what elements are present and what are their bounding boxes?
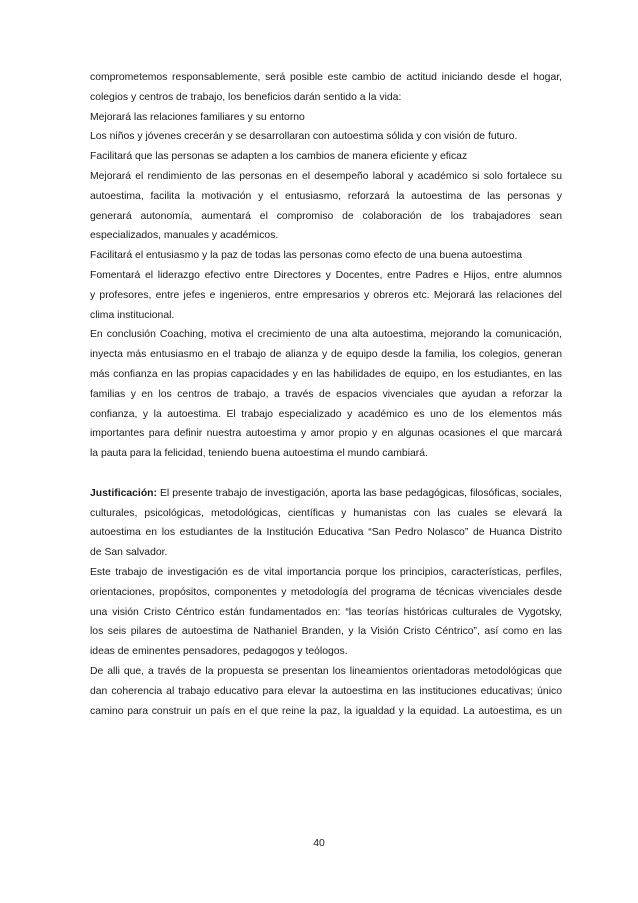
text-line: Los niños y jóvenes crecerán y se desarrollaran con autoestima sólida y con visión de futuro. bbox=[90, 131, 518, 143]
justification-first-line bbox=[90, 484, 562, 504]
text-line: De alli que, a través de la propuesta se presentan los lineamientos orientadoras metodológicas que bbox=[90, 665, 562, 677]
text-line: Este trabajo de investigación es de vital importancia porque los principios, características, perfiles, bbox=[90, 566, 562, 578]
text-line: Mejorará las relaciones familiares y su entorno bbox=[90, 111, 305, 123]
text-line: Facilitará que las personas se adapten a los cambios de manera eficiente y eficaz bbox=[90, 151, 468, 163]
body-text bbox=[90, 68, 562, 721]
text-line: una visión Cristo Céntrico están fundamentados en: “las teorías históricas culturales de Vygotsky, bbox=[90, 606, 562, 618]
justification-first-line-text: El presente trabajo de investigación, aporta las base pedagógicas, filosóficas, sociales, bbox=[156, 487, 562, 499]
text-line: dan coherencia al trabajo educativo para elevar la autoestima en las instituciones educativas; único bbox=[90, 685, 562, 697]
text-line: autoestima, facilita la motivación y el entusiasmo, reforzará la autoestima de las personas y bbox=[90, 190, 562, 202]
text-line: camino para construir un país en el que reine la paz, la igualdad y la equidad. La autoestima, es un bbox=[90, 705, 562, 717]
text-line: especializados, manuales y académicos. bbox=[90, 230, 279, 242]
text-line: la pauta para la felicidad, teniendo buena autoestima el mundo cambiará. bbox=[90, 448, 428, 460]
text-line: importantes para definir nuestra autoestima y amor propio y en algunas ocasiones el que marcará bbox=[90, 428, 562, 440]
text-line: más confianza en las propias capacidades y en las habilidades de equipo, en los estudiantes, en las bbox=[90, 368, 562, 380]
text-line: Mejorará el rendimiento de las personas en el desempeño laboral y académico si solo fortalece su bbox=[90, 170, 562, 182]
text-line: En conclusión Coaching, motiva el crecimiento de una alta autoestima, mejorando la comunicación, bbox=[90, 329, 562, 341]
text-line: inyecta más entusiasmo en el trabajo de alianza y de equipo desde la familia, los colegios, generan bbox=[90, 349, 562, 361]
text-line: comprometemos responsablemente, será posible este cambio de actitud iniciando desde el hogar, bbox=[90, 72, 562, 83]
text-line: Fomentará el liderazgo efectivo entre Directores y Docentes, entre Padres e Hijos, entre alumnos bbox=[90, 269, 562, 281]
text-line: los seis pilares de autoestima de Nathaniel Branden, y la Visión Cristo Céntrico”, así como en las bbox=[90, 626, 562, 638]
text-line: generará autonomía, aumentará el compromiso de colaboración de los trabajadores sean bbox=[90, 210, 562, 222]
paragraph-gap bbox=[90, 464, 562, 484]
text-line: autoestima en los estudiantes de la Institución Educativa “San Pedro Nolasco” de Huanca Distrito bbox=[90, 527, 562, 539]
text-line: familias y en los centros de trabajo, a través de espacios vivenciales que ayudan a reforzar la bbox=[90, 388, 562, 400]
page-number: 40 bbox=[313, 838, 325, 849]
text-line: confianza, y la autoestima. El trabajo especializado y académico es uno de los elementos más bbox=[90, 408, 562, 420]
text-line: y profesores, entre jefes e ingenieros, entre empresarios y obreros etc. Mejorará las relaciones del bbox=[90, 289, 562, 301]
justification-heading: Justificación: bbox=[90, 487, 157, 499]
text-line: colegios y centros de trabajo, los beneficios darán sentido a la vida: bbox=[90, 91, 402, 103]
text-line: Facilitará el entusiasmo y la paz de todas las personas como efecto de una buena autoestima bbox=[90, 250, 523, 262]
text-line: culturales, psicológicas, metodológicas, científicas y humanistas con las cuales se elevará la bbox=[90, 507, 562, 519]
text-line: ideas de eminentes pensadores, pedagogos y teólogos. bbox=[90, 646, 348, 658]
text-line: clima institucional. bbox=[90, 309, 175, 321]
text-line: de San salvador. bbox=[90, 547, 168, 559]
text-line: orientaciones, propósitos, componentes y metodología del programa de técnicas vivenciales desde bbox=[90, 586, 562, 598]
